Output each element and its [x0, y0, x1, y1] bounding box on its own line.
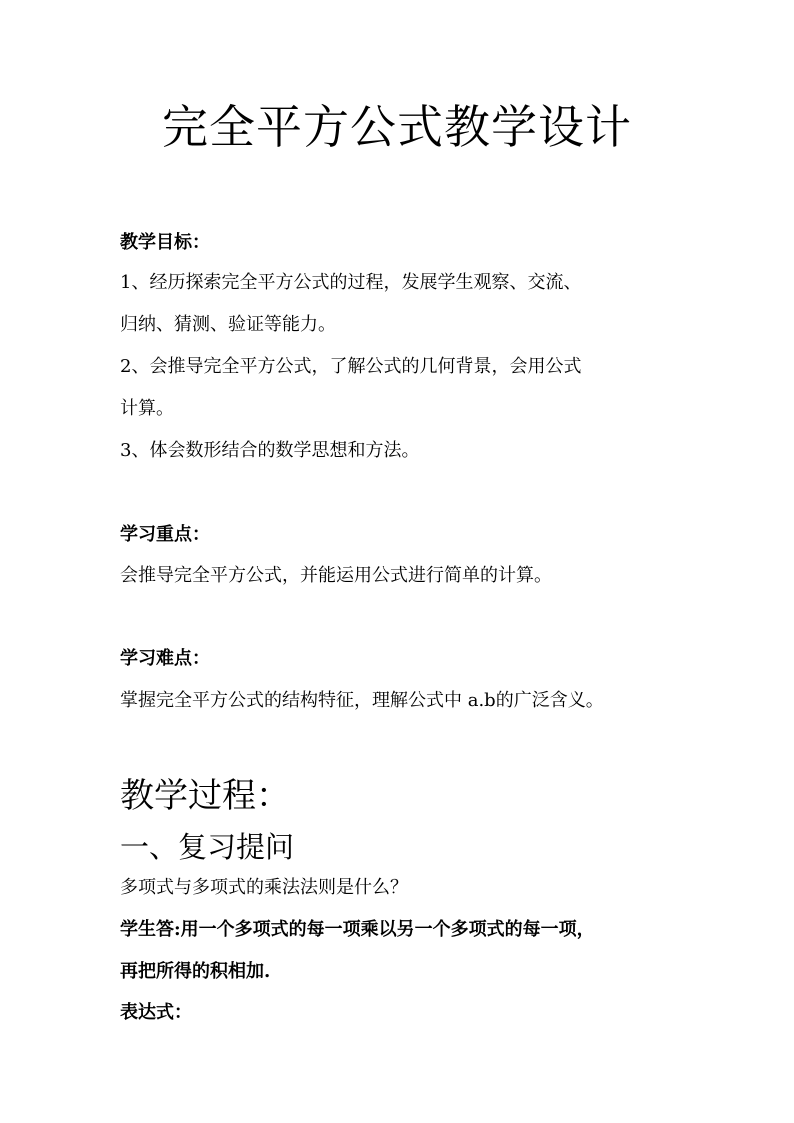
document-title: 完全平方公式教学设计 [162, 100, 632, 154]
answer-text: 用一个多项式的每一项乘以另一个多项式的每一项， [180, 919, 595, 940]
expression-label: 表达式： [120, 1002, 192, 1023]
key-point-text: 会推导完全平方公式，并能运用公式进行简单的计算。 [120, 565, 552, 586]
section-1-heading: 一、复习提问 [120, 830, 295, 864]
answer-label: 学生答: [120, 919, 181, 940]
student-answer-line-2: 再把所得的积相加. [120, 961, 271, 982]
objective-3: 3、体会数形结合的数学思想和方法。 [120, 440, 420, 461]
student-answer-line-1 [120, 915, 595, 945]
objective-1-line-2: 归纳、猜测、验证等能力。 [120, 314, 336, 335]
difficulty-text: 掌握完全平方公式的结构特征，理解公式中 a.b的广泛含义。 [120, 690, 604, 711]
objective-1-line-1: 1、经历探索完全平方公式的过程，发展学生观察、交流、 [120, 272, 582, 293]
objective-2-line-2: 计算。 [120, 398, 174, 419]
review-question: 多项式与多项式的乘法法则是什么？ [120, 877, 408, 898]
objectives-heading: 教学目标： [120, 232, 210, 253]
difficulty-heading: 学习难点： [120, 648, 210, 669]
objective-2-line-1: 2、会推导完全平方公式，了解公式的几何背景，会用公式 [120, 356, 582, 377]
process-heading: 教学过程： [120, 776, 290, 816]
key-point-heading: 学习重点： [120, 524, 210, 545]
